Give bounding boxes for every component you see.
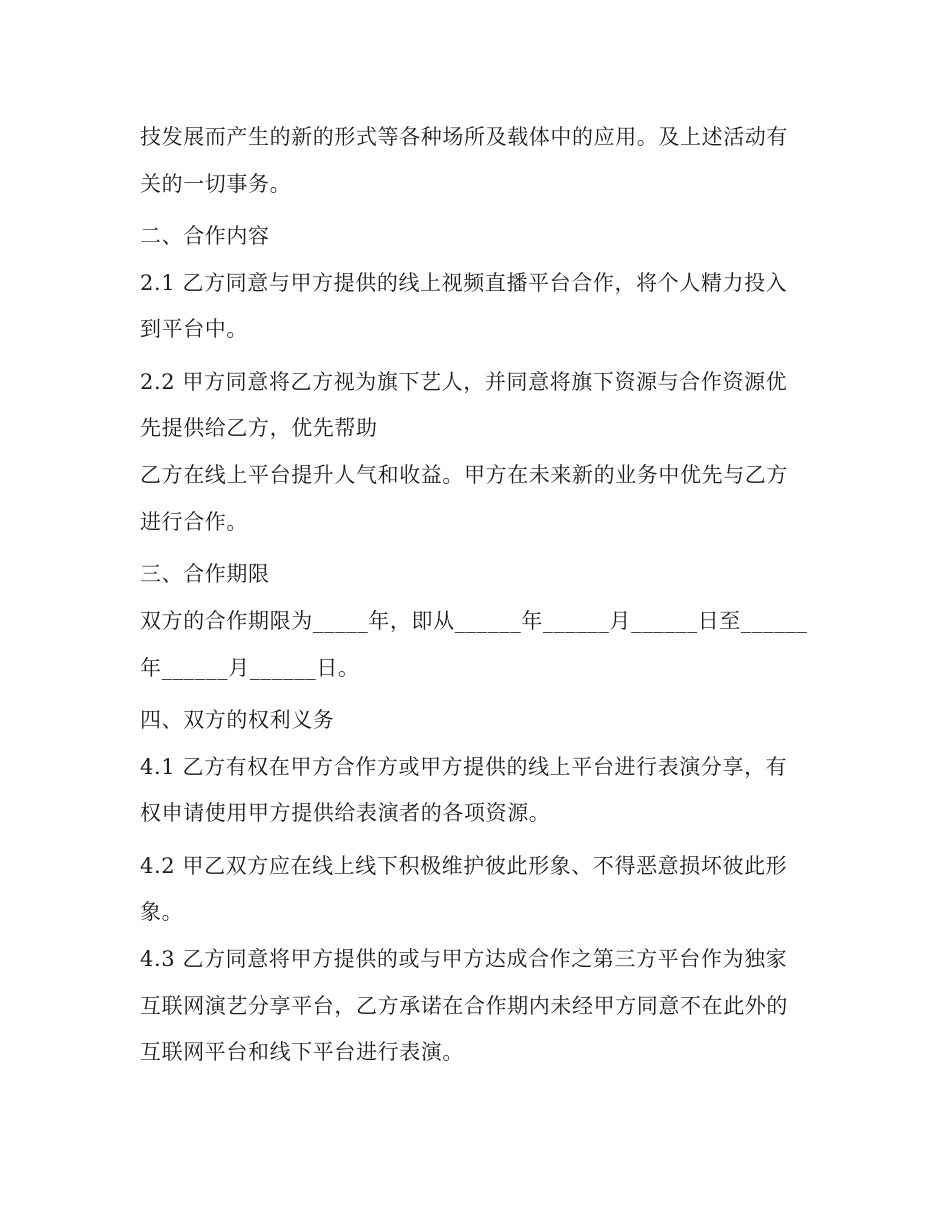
paragraph-line: 年______月______日。 <box>140 656 360 680</box>
paragraph-line: 进行合作。 <box>140 510 248 534</box>
paragraph-line: 到平台中。 <box>140 317 248 341</box>
section-heading: 二、合作内容 <box>140 224 270 248</box>
paragraph-line: 乙方在线上平台提升人气和收益。甲方在未来新的业务中优先与乙方 <box>140 463 788 487</box>
paragraph-line: 关的一切事务。 <box>140 172 292 196</box>
paragraph-line: 权申请使用甲方提供给表演者的各项资源。 <box>140 801 551 825</box>
section-heading: 三、合作期限 <box>140 562 270 586</box>
section-heading: 四、双方的权利义务 <box>140 708 335 732</box>
paragraph-line: 2.1 乙方同意与甲方提供的线上视频直播平台合作，将个人精力投入 <box>140 271 788 295</box>
paragraph-line: 2.2 甲方同意将乙方视为旗下艺人，并同意将旗下资源与合作资源优 <box>140 370 788 394</box>
paragraph-line: 互联网演艺分享平台，乙方承诺在合作期内未经甲方同意不在此外的 <box>140 994 788 1018</box>
paragraph-line: 双方的合作期限为_____年，即从______年______月______日至______ <box>140 609 808 633</box>
paragraph-line: 4.1 乙方有权在甲方合作方或甲方提供的线上平台进行表演分享，有 <box>140 755 788 779</box>
paragraph-line: 互联网平台和线下平台进行表演。 <box>140 1040 464 1064</box>
paragraph-line: 象。 <box>140 900 184 924</box>
paragraph-line: 4.2 甲乙双方应在线上线下积极维护彼此形象、不得恶意损坏彼此形 <box>140 854 788 878</box>
paragraph-line: 技发展而产生的新的形式等各种场所及载体中的应用。及上述活动有 <box>140 125 788 149</box>
paragraph-line: 4.3 乙方同意将甲方提供的或与甲方达成合作之第三方平台作为独家 <box>140 947 788 971</box>
paragraph-line: 先提供给乙方，优先帮助 <box>140 416 378 440</box>
